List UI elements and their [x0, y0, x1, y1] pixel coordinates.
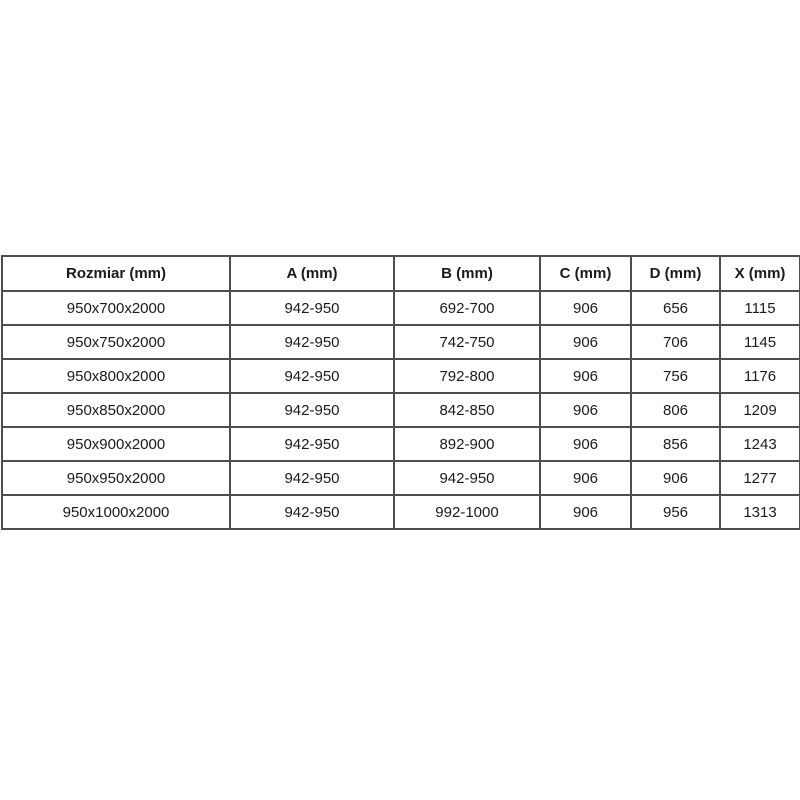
table-cell: 906: [631, 461, 720, 495]
table-cell: 950x850x2000: [2, 393, 230, 427]
table-cell: 892-900: [394, 427, 540, 461]
table-cell: 950x950x2000: [2, 461, 230, 495]
table-cell: 1176: [720, 359, 800, 393]
table-cell: 1209: [720, 393, 800, 427]
table-cell: 942-950: [230, 461, 394, 495]
column-header: D (mm): [631, 256, 720, 291]
table-cell: 942-950: [230, 291, 394, 325]
table-cell: 906: [540, 325, 631, 359]
table-row: [2, 325, 800, 359]
table-cell: 942-950: [394, 461, 540, 495]
column-header: B (mm): [394, 256, 540, 291]
column-header: C (mm): [540, 256, 631, 291]
table-cell: 1313: [720, 495, 800, 529]
table-cell: 806: [631, 393, 720, 427]
column-header: X (mm): [720, 256, 800, 291]
table-cell: 792-800: [394, 359, 540, 393]
table-cell: 950x1000x2000: [2, 495, 230, 529]
table-cell: 956: [631, 495, 720, 529]
table-header-row: [2, 256, 800, 291]
table-cell: 1115: [720, 291, 800, 325]
table-cell: 742-750: [394, 325, 540, 359]
column-header: A (mm): [230, 256, 394, 291]
table-cell: 756: [631, 359, 720, 393]
table-cell: 942-950: [230, 427, 394, 461]
table-cell: 950x800x2000: [2, 359, 230, 393]
table-cell: 1145: [720, 325, 800, 359]
table-cell: 906: [540, 495, 631, 529]
table-cell: 906: [540, 393, 631, 427]
table-cell: 906: [540, 461, 631, 495]
table-cell: 906: [540, 359, 631, 393]
table-cell: 950x900x2000: [2, 427, 230, 461]
table-body: [2, 291, 800, 529]
table-row: [2, 495, 800, 529]
table-row: [2, 427, 800, 461]
table-row: [2, 461, 800, 495]
table-cell: 942-950: [230, 495, 394, 529]
table-cell: 706: [631, 325, 720, 359]
table-cell: 1243: [720, 427, 800, 461]
table-cell: 942-950: [230, 325, 394, 359]
table-row: [2, 359, 800, 393]
dimensions-table-container: [1, 255, 799, 530]
table-row: [2, 393, 800, 427]
table-header: [2, 256, 800, 291]
table-cell: 992-1000: [394, 495, 540, 529]
table-cell: 942-950: [230, 359, 394, 393]
table-cell: 692-700: [394, 291, 540, 325]
table-cell: 856: [631, 427, 720, 461]
table-cell: 906: [540, 427, 631, 461]
table-row: [2, 291, 800, 325]
table-cell: 906: [540, 291, 631, 325]
table-cell: 950x750x2000: [2, 325, 230, 359]
column-header: Rozmiar (mm): [2, 256, 230, 291]
table-cell: 842-850: [394, 393, 540, 427]
table-cell: 942-950: [230, 393, 394, 427]
table-cell: 950x700x2000: [2, 291, 230, 325]
table-cell: 656: [631, 291, 720, 325]
dimensions-table: [1, 255, 800, 530]
table-cell: 1277: [720, 461, 800, 495]
